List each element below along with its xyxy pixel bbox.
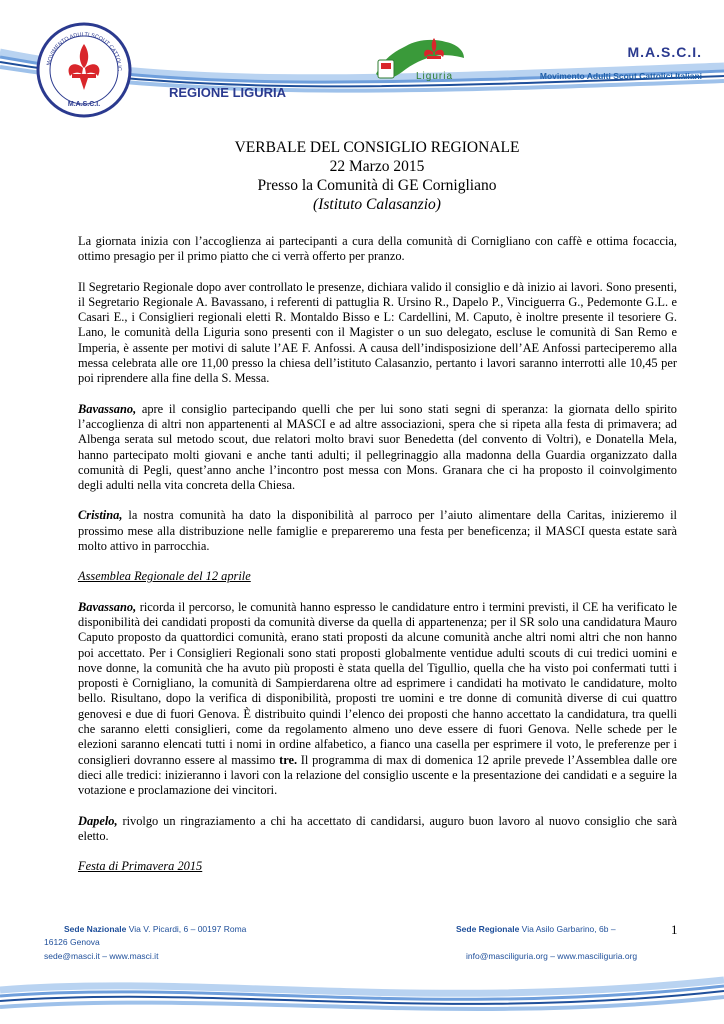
footer-national-contacts[interactable]: sede@masci.it – www.masci.it bbox=[44, 951, 159, 961]
svg-text:MOVIMENTO ADULTI SCOUT CATTOLI: MOVIMENTO ADULTI SCOUT CATTOLIC bbox=[46, 31, 123, 72]
footer-regional-contacts[interactable]: info@masciliguria.org – www.masciliguria.org bbox=[466, 951, 638, 961]
masci-brand-subtitle: Movimento Adulti Scout Cattolici Italiani bbox=[539, 71, 702, 81]
paragraph-text: ricorda il percorso, le comunità hanno espresso le candidature entro i termini previsti, il CE ha verificato le disponibilità dei candidati proposti da comunità diverse da quella di appartenenza; per il SR solo una candidatura Mauro Caputo proposto da quattordici comunità, erano stati proposti da alcune comunità anche altri nomi altri che non hanno poi accettato. Per i Consiglieri Regionali sono stati proposti globalmente ventidue adulti scouts di cui tredici uomini e nove donne, la comunità che ha avuto più proposti è stata quella del Tigullio, quella che ha visto poi confermati tutti i proposti è Cornigliano, la comunità di Sampierdarena oltre ad esprimere i candidati ha motivato le candidature, molto bello. Risultano, dopo la verifica di disponibilità, proposti tre uomini e tre donne di comunità diverse di cui quattro genovesi e due di fuori Genova. È distribuito quindi l’elenco dei proposti che hanno accettato la candidatura, tra quelli che saranno eletti consiglieri, come da regolamento almeno uno deve essere di fuori Genova. Nelle schede per le elezioni saranno elencati tutti i nomi in ordine alfabetico, a fianco una casella per esprimere il voto, le preferenze per i consiglieri dovranno essere al massimo bbox=[78, 599, 677, 767]
speaker-name: Dapelo, bbox=[78, 813, 118, 828]
title-line-1: VERBALE DEL CONSIGLIO REGIONALE bbox=[234, 139, 520, 156]
speaker-name: Bavassano, bbox=[78, 599, 137, 614]
region-heading: REGIONE LIGURIA bbox=[169, 85, 287, 100]
masci-brand-title: M.A.S.C.I. bbox=[627, 44, 702, 60]
paragraph-bavassano-elections bbox=[78, 600, 677, 799]
paragraph-welcome: La giornata inizia con l’accoglienza ai partecipanti a cura della comunità di Cornigliano con caffè e ottima focaccia, ottimo presagio per il primo piatto che ci verrà offerto per pranzo. bbox=[78, 234, 677, 264]
title-line-2: 22 Marzo 2015 bbox=[329, 158, 425, 175]
paragraph-text: rivolgo un ringraziamento a chi ha accettato di candidarsi, auguro buon lavoro al nuovo consiglio che sarà eletto. bbox=[78, 813, 677, 843]
title-line-3: Presso la Comunità di GE Cornigliano bbox=[257, 177, 497, 194]
footer-swoosh-decoration bbox=[0, 960, 724, 1024]
masci-circular-logo bbox=[36, 22, 132, 118]
svg-text:M.A.S.C.I.: M.A.S.C.I. bbox=[67, 101, 101, 108]
liguria-wordmark: Liguria bbox=[416, 71, 454, 82]
paragraph-bavassano-opening bbox=[78, 402, 677, 494]
title-line-4: (Istituto Calasanzio) bbox=[313, 196, 441, 213]
paragraph-text: apre il consiglio partecipando quelli che per lui sono stati segni di speranza: la giornata dello spirito l’accoglienza di altri non appartenenti al MASCI e ad altre associazioni, spera che si ripeta alla festa di primavera; ad Albenga serata sul metodo scout, due relatori molto bravi suor Benedetta (del convento di Voltri), e Donatella Mela, hanno partecipato molti giovani e anche tanti adulti; il pellegrinaggio alla madonna della Guardia organizzato dalla comunità di Pegli, quest’anno anche l’incontro post messa con Mons. Granara che ci ha proposto il coinvolgimento degli adulti nella vita concreta della Chiesa. bbox=[78, 401, 677, 493]
section-heading-festa: Festa di Primavera 2015 bbox=[78, 859, 203, 874]
paragraph-dapelo bbox=[78, 814, 677, 845]
footer-national-address bbox=[64, 924, 246, 934]
footer-regional-street: Via Asilo Garbarino, 6b – bbox=[519, 924, 616, 934]
speaker-name: Bavassano, bbox=[78, 401, 137, 416]
footer-city: 16126 Genova bbox=[44, 937, 100, 947]
paragraph-text: Il programma di max di domenica 12 aprile prevede l’Assemblea dalle ore dieci alle tredici: inizieranno i lavori con la relazione del consiglio uscente e la presentazione dei candidati e a seguire la votazione e proclamazione dei vincitori. bbox=[78, 752, 677, 798]
section-heading-assemblea: Assemblea Regionale del 12 aprile bbox=[78, 569, 251, 584]
page-number: 1 bbox=[671, 922, 678, 937]
paragraph-attendance: Il Segretario Regionale dopo aver controllato le presenze, dichiara valido il consiglio e dà inizio ai lavori. Sono presenti, il Segretario Regionale A. Bavassano, i referenti di pattuglia R. Ursino R., Dapelo P., Vinciguerra G., Pedemonte G.L. e Casari E., i Consiglieri regionali eletti R. Montaldo Bisso e L: Cardellini, M. Caputo, è inoltre presente il tesoriere G. Lano, le comunità della Liguria sono presenti con il Magister o un suo delegato, escluse le comunità di San Remo e Imperia, è assente per motivi di salute l’AE F. Anfossi. A causa dell’indisposizione dell’AE Anfossi parteciperemo alla messa celebrata alle ore 11,00 presso la chiesa dell’istituto Calasanzio, pertanto i lavori saranno interrotti alle 10,45 per poi riprendere alla fine della S. Messa. bbox=[78, 279, 677, 386]
paragraph-text: la nostra comunità ha dato la disponibilità al parroco per l’aiuto alimentare della Caritas, inizieremo il prossimo mese alla distribuzione nelle famiglie e prepareremo una festa per beneficenza; il MASCI questa estate sarà molto attivo in parrocchia. bbox=[78, 508, 677, 554]
footer-national-label: Sede Nazionale bbox=[64, 924, 127, 934]
footer-regional-label: Sede Regionale bbox=[456, 924, 520, 934]
paragraph-cristina bbox=[78, 508, 677, 554]
speaker-name: Cristina, bbox=[78, 508, 123, 523]
document-body bbox=[78, 234, 677, 889]
footer-national-street: Via V. Picardi, 6 – 00197 Roma bbox=[126, 924, 247, 934]
footer-regional-address bbox=[456, 924, 616, 934]
document-title bbox=[78, 138, 676, 214]
bold-word: tre. bbox=[279, 752, 298, 767]
